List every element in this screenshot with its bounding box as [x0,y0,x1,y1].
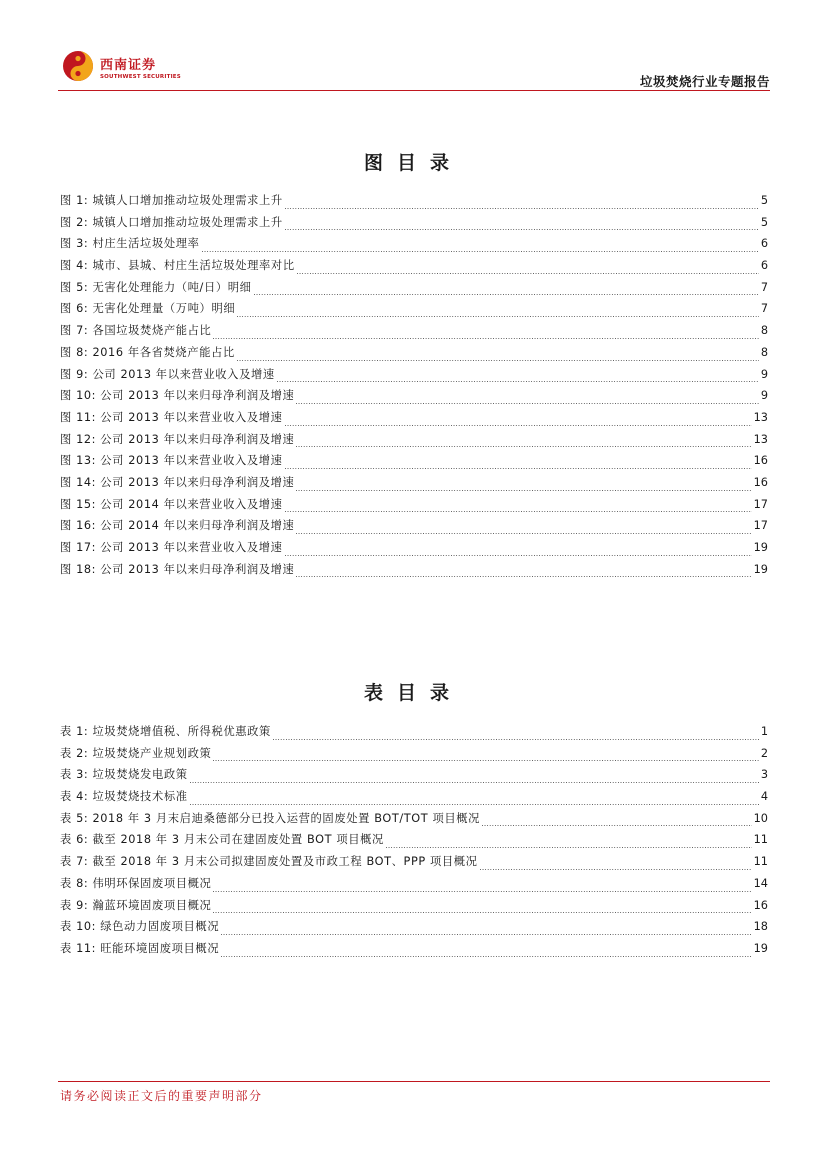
dot-leader [296,490,751,491]
toc-page-number: 16 [753,454,768,468]
report-title: 垃圾焚烧行业专题报告 [639,74,770,89]
dot-leader [221,956,751,957]
toc-page-number: 19 [753,541,768,554]
dot-leader [237,316,759,317]
header-divider [58,90,770,91]
dot-leader [202,251,759,252]
dot-leader [296,403,758,404]
table-toc-entry[interactable] [60,875,768,897]
toc-page-number: 3 [760,768,768,782]
toc-page-number: 16 [753,475,768,489]
footer-disclaimer-notice: 请务必阅读正文后的重要声明部分 [60,1089,263,1103]
toc-page-number: 19 [753,562,768,576]
toc-page-number: 18 [753,920,768,934]
dot-leader [277,381,759,382]
figure-toc-entry[interactable] [60,366,768,388]
dot-leader [285,229,759,230]
figure-toc-entry[interactable] [60,300,768,322]
toc-page-number: 11 [753,855,768,869]
table-toc-entry[interactable] [60,766,768,788]
dot-leader [213,891,751,892]
figure-toc-entry[interactable] [60,517,768,539]
toc-entry-label: 表 2: 垃圾焚烧产业规划政策 [60,746,212,760]
toc-entry-label: 表 7: 截至 2018 年 3 月末公司拟建固废处置及市政工程 BOT、PPP 项目概况 [60,855,478,869]
dot-leader [296,446,751,447]
toc-page-number: 19 [753,941,768,955]
tables-toc-list [60,723,768,962]
toc-entry-label: 表 5: 2018 年 3 月末启迪桑德部分已投入运营的固废处置 BOT/TOT 项目概况 [60,811,481,825]
figure-toc-entry[interactable] [60,322,768,344]
dot-leader [285,468,752,469]
footer-divider [58,1081,770,1082]
toc-entry-label: 图 17: 公司 2013 年以来营业收入及增速 [60,541,283,554]
toc-page-number: 2 [760,746,768,760]
figure-toc-entry[interactable] [60,452,768,474]
dot-leader [285,208,759,209]
southwest-securities-logo-icon [62,50,94,82]
toc-page-number: 8 [760,345,768,359]
table-toc-entry[interactable] [60,723,768,745]
toc-entry-label: 图 1: 城镇人口增加推动垃圾处理需求上升 [60,194,283,207]
table-toc-entry[interactable] [60,745,768,767]
company-logo [62,50,192,86]
toc-page-number: 5 [760,215,768,229]
dot-leader [480,869,752,870]
figure-toc-entry[interactable] [60,235,768,257]
toc-entry-label: 图 13: 公司 2013 年以来营业收入及增速 [60,454,283,468]
toc-entry-label: 图 16: 公司 2014 年以来归母净利润及增速 [60,519,295,533]
toc-page-number: 7 [760,280,768,294]
dot-leader [296,533,751,534]
toc-entry-label: 表 8: 伟明环保固废项目概况 [60,876,212,890]
toc-entry-label: 图 12: 公司 2013 年以来归母净利润及增速 [60,432,295,446]
toc-entry-label: 图 11: 公司 2013 年以来营业收入及增速 [60,410,283,424]
toc-page-number: 9 [760,389,768,403]
dot-leader [296,576,751,577]
dot-leader [221,934,751,935]
dot-leader [190,804,759,805]
toc-page-number: 1 [760,725,768,738]
toc-entry-label: 图 15: 公司 2014 年以来营业收入及增速 [60,497,283,511]
table-toc-entry[interactable] [60,853,768,875]
logo-chinese-name: 西南证券 [100,58,157,73]
dot-leader [213,912,751,913]
toc-entry-label: 图 10: 公司 2013 年以来归母净利润及增速 [60,389,295,403]
toc-entry-label: 图 8: 2016 年各省焚烧产能占比 [60,345,235,359]
figure-toc-entry[interactable] [60,431,768,453]
toc-page-number: 10 [753,811,768,825]
dot-leader [254,294,759,295]
logo-english-name: SOUTHWEST SECURITIES [100,74,181,80]
toc-page-number: 17 [753,497,768,511]
toc-entry-label: 图 7: 各国垃圾焚烧产能占比 [60,324,212,338]
table-toc-entry[interactable] [60,897,768,919]
toc-entry-label: 图 4: 城市、县城、村庄生活垃圾处理率对比 [60,259,295,273]
dot-leader [213,338,758,339]
figure-toc-entry[interactable] [60,387,768,409]
dot-leader [190,782,759,783]
dot-leader [273,739,759,740]
toc-page-number: 9 [760,367,768,381]
table-toc-entry[interactable] [60,940,768,962]
table-toc-entry[interactable] [60,918,768,940]
table-toc-entry[interactable] [60,831,768,853]
dot-leader [285,425,752,426]
figure-toc-entry[interactable] [60,214,768,236]
tables-toc-title: 表目录 [363,682,463,704]
figure-toc-entry[interactable] [60,474,768,496]
dot-leader [482,825,752,826]
figure-toc-entry[interactable] [60,496,768,518]
toc-page-number: 7 [760,302,768,316]
toc-entry-label: 图 18: 公司 2013 年以来归母净利润及增速 [60,562,295,576]
page-header [58,48,770,92]
toc-page-number: 17 [753,519,768,533]
toc-page-number: 14 [753,876,768,890]
toc-entry-label: 图 3: 村庄生活垃圾处理率 [60,237,200,251]
toc-entry-label: 表 11: 旺能环境固废项目概况 [60,941,220,955]
figure-toc-entry[interactable] [60,344,768,366]
figure-toc-entry[interactable] [60,279,768,301]
table-toc-entry[interactable] [60,810,768,832]
dot-leader [285,511,752,512]
toc-entry-label: 图 5: 无害化处理能力（吨/日）明细 [60,280,252,294]
figure-toc-entry[interactable] [60,539,768,561]
toc-entry-label: 图 14: 公司 2013 年以来归母净利润及增速 [60,475,295,489]
toc-entry-label: 表 3: 垃圾焚烧发电政策 [60,768,188,782]
toc-entry-label: 表 9: 瀚蓝环境固废项目概况 [60,898,212,912]
toc-page-number: 5 [760,194,768,207]
toc-entry-label: 图 6: 无害化处理量（万吨）明细 [60,302,236,316]
toc-page-number: 11 [753,833,768,847]
figure-toc-entry[interactable] [60,561,768,583]
toc-page-number: 13 [753,410,768,424]
figure-toc-entry[interactable] [60,409,768,431]
toc-entry-label: 图 9: 公司 2013 年以来营业收入及增速 [60,367,275,381]
toc-entry-label: 表 1: 垃圾焚烧增值税、所得税优惠政策 [60,725,271,738]
dot-leader [386,847,752,848]
toc-entry-label: 表 10: 绿色动力固废项目概况 [60,920,220,934]
dot-leader [285,555,752,556]
toc-page-number: 6 [760,259,768,273]
figures-toc-title: 图目录 [363,152,463,174]
toc-page-number: 4 [760,790,768,804]
table-toc-entry[interactable] [60,788,768,810]
toc-page-number: 16 [753,898,768,912]
dot-leader [213,760,758,761]
figure-toc-entry[interactable] [60,257,768,279]
toc-page-number: 13 [753,432,768,446]
figure-toc-entry[interactable] [60,192,768,214]
toc-entry-label: 图 2: 城镇人口增加推动垃圾处理需求上升 [60,215,283,229]
toc-entry-label: 表 4: 垃圾焚烧技术标准 [60,790,188,804]
dot-leader [237,360,759,361]
toc-page-number: 6 [760,237,768,251]
toc-page-number: 8 [760,324,768,338]
dot-leader [297,273,759,274]
figures-toc-list [60,192,768,582]
toc-entry-label: 表 6: 截至 2018 年 3 月末公司在建固废处置 BOT 项目概况 [60,833,384,847]
